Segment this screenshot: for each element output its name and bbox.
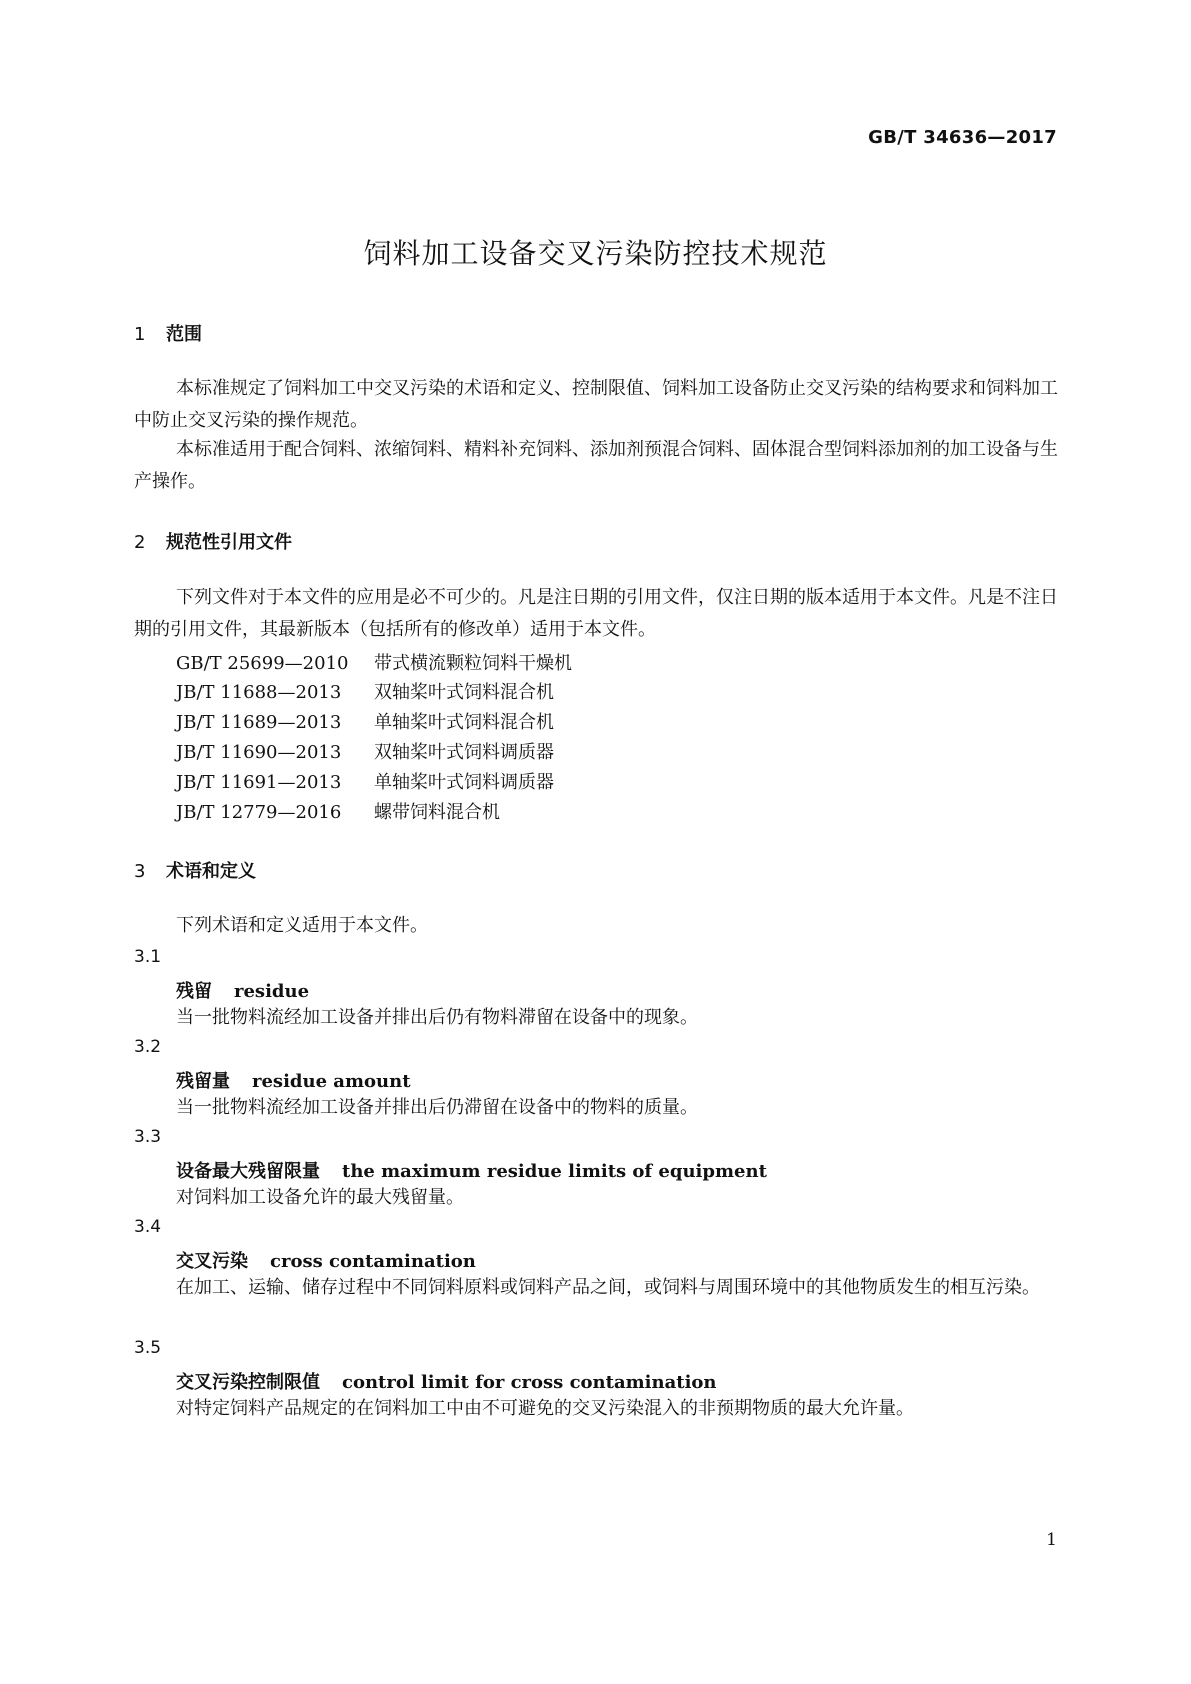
section-2-heading — [134, 528, 292, 554]
section-number: 2 — [134, 532, 146, 553]
term-chinese: 残留 — [176, 981, 212, 1002]
term-english: residue — [234, 981, 310, 1002]
reference-code: JB/T 11690—2013 — [176, 742, 342, 763]
term-chinese: 残留量 — [176, 1071, 230, 1092]
page-number: 1 — [1046, 1530, 1057, 1550]
reference-code: JB/T 12779—2016 — [176, 802, 342, 823]
term-number: 3.2 — [134, 1037, 162, 1057]
standard-code: GB/T 34636—2017 — [868, 127, 1057, 148]
term-heading — [176, 1157, 767, 1183]
term-chinese: 设备最大残留限量 — [176, 1161, 320, 1182]
term-english: the maximum residue limits of equipment — [342, 1161, 767, 1182]
reference-item — [176, 649, 572, 675]
reference-item — [176, 708, 554, 734]
term-definition: 对饲料加工设备允许的最大残留量。 — [176, 1187, 464, 1208]
section-number: 3 — [134, 861, 146, 882]
reference-item — [176, 768, 554, 794]
reference-title: 带式横流颗粒饲料干燥机 — [374, 653, 572, 674]
reference-title: 螺带饲料混合机 — [374, 802, 500, 823]
term-english: cross contamination — [270, 1251, 476, 1272]
term-number: 3.1 — [134, 947, 162, 967]
term-heading — [176, 1067, 411, 1093]
term-number: 3.4 — [134, 1217, 162, 1237]
term-chinese: 交叉污染 — [176, 1251, 248, 1272]
term-definition: 对特定饲料产品规定的在饲料加工中由不可避免的交叉污染混入的非预期物质的最大允许量。 — [176, 1398, 914, 1419]
reference-title: 双轴桨叶式饲料调质器 — [374, 742, 554, 763]
section-2-intro: 下列文件对于本文件的应用是必不可少的。凡是注日期的引用文件，仅注日期的版本适用于本文件。凡是不注日期的引用文件，其最新版本（包括所有的修改单）适用于本文件。 — [134, 587, 1058, 640]
section-1-paragraph-1: 本标准规定了饲料加工中交叉污染的术语和定义、控制限值、饲料加工设备防止交叉污染的结构要求和饲料加工中防止交叉污染的操作规范。 — [134, 378, 1058, 431]
section-3-heading — [134, 857, 256, 883]
section-number: 1 — [134, 324, 146, 345]
term-number: 3.3 — [134, 1127, 162, 1147]
reference-title: 双轴桨叶式饲料混合机 — [374, 682, 554, 703]
reference-code: JB/T 11691—2013 — [176, 772, 342, 793]
section-3-intro: 下列术语和定义适用于本文件。 — [176, 915, 428, 936]
term-definition: 当一批物料流经加工设备并排出后仍滞留在设备中的物料的质量。 — [176, 1097, 698, 1118]
section-title: 术语和定义 — [166, 861, 256, 882]
section-title: 范围 — [166, 324, 202, 345]
term-definition: 在加工、运输、储存过程中不同饲料原料或饲料产品之间，或饲料与周围环境中的其他物质发生的相互污染。 — [176, 1277, 1040, 1298]
term-heading — [176, 1247, 476, 1273]
section-1-paragraph-2: 本标准适用于配合饲料、浓缩饲料、精料补充饲料、添加剂预混合饲料、固体混合型饲料添加剂的加工设备与生产操作。 — [134, 439, 1058, 492]
reference-title: 单轴桨叶式饲料调质器 — [374, 772, 554, 793]
term-heading — [176, 1368, 717, 1394]
section-1-heading — [134, 320, 202, 346]
reference-code: JB/T 11689—2013 — [176, 712, 342, 733]
term-chinese: 交叉污染控制限值 — [176, 1372, 320, 1393]
term-english: residue amount — [252, 1071, 411, 1092]
reference-item — [176, 738, 554, 764]
reference-item — [176, 798, 500, 824]
document-title: 饲料加工设备交叉污染防控技术规范 — [363, 237, 828, 270]
section-title: 规范性引用文件 — [166, 532, 292, 553]
reference-item — [176, 678, 554, 704]
term-heading — [176, 977, 309, 1003]
term-number: 3.5 — [134, 1338, 162, 1358]
reference-code: GB/T 25699—2010 — [176, 653, 349, 674]
term-definition: 当一批物料流经加工设备并排出后仍有物料滞留在设备中的现象。 — [176, 1007, 698, 1028]
reference-title: 单轴桨叶式饲料混合机 — [374, 712, 554, 733]
reference-code: JB/T 11688—2013 — [176, 682, 342, 703]
term-english: control limit for cross contamination — [342, 1372, 717, 1393]
